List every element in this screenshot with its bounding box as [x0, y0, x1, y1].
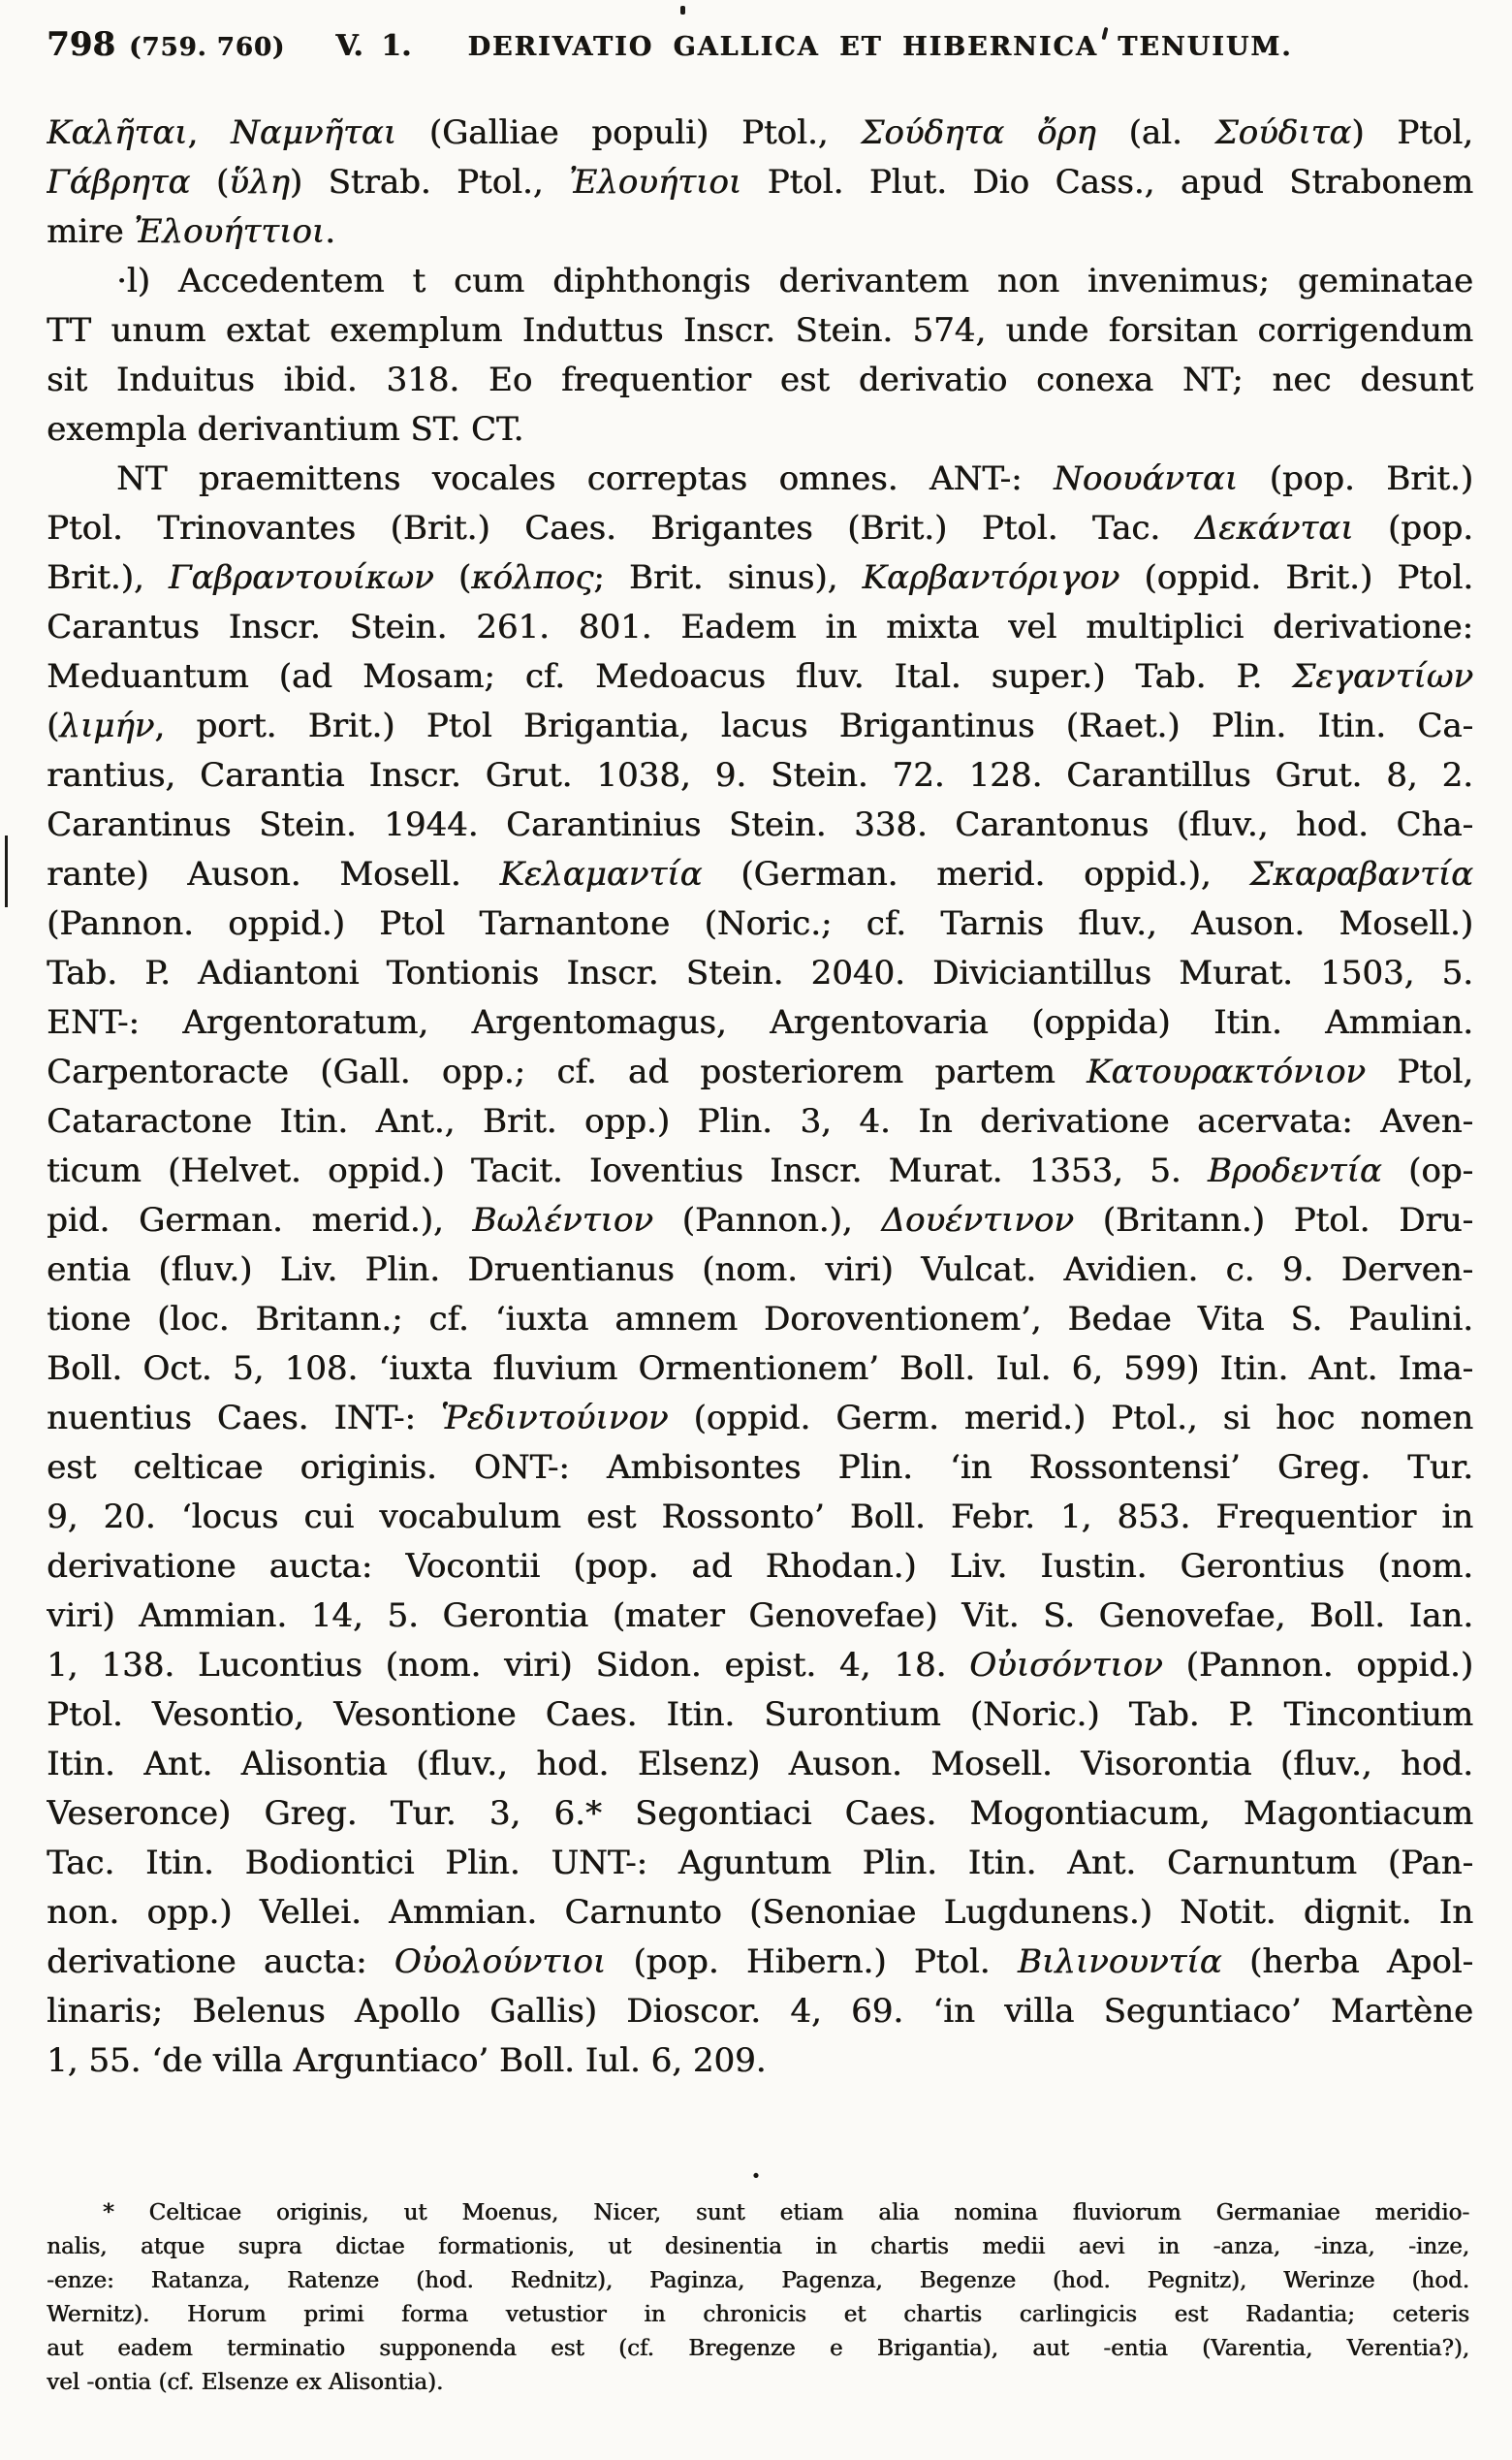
footnote	[47, 2196, 1469, 2400]
greek-text: Ἐλουήττιοι	[134, 212, 326, 251]
greek-text: λιμήν	[59, 707, 155, 745]
footnote-line: Wernitz). Horum primi forma vetustior in chronicis et chartis carlingicis est Radantia; ceteris	[47, 2302, 1469, 2327]
text-line: TT unum extat exemplum Induttus Inscr. Stein. 574, unde forsitan corrigendum	[47, 311, 1473, 350]
text-line: Veseronce) Greg. Tur. 3, 6.* Segontiaci Caes. Mogontiacum, Magontiacum	[47, 1794, 1473, 1833]
text-line: non. opp.) Vellei. Ammian. Carnunto (Senoniae Lugdunens.) Notit. dignit. In	[47, 1893, 1473, 1932]
greek-text: Δουέντινον	[881, 1201, 1074, 1240]
greek-text: Δεκάνται	[1194, 509, 1354, 548]
text-line: rante) Auson. Mosell. Κελαμαντία (German. merid. oppid.), Σκαραβαντία	[47, 855, 1473, 894]
greek-text: Καλῆται	[47, 113, 188, 152]
text-line: Γάβρητα (ὕλη) Strab. Ptol., Ἐλουήτιοι Ptol. Plut. Dio Cass., apud Strabonem	[47, 163, 1473, 202]
footnote-line: nalis, atque supra dictae formationis, ut desinentia in chartis medii aevi in -anza, -inza, -inze,	[47, 2234, 1469, 2259]
text-line: Carantus Inscr. Stein. 261. 801. Eadem in mixta vel multiplici derivatione:	[47, 608, 1473, 647]
text-line: derivatione aucta: Οὐολούντιοι (pop. Hibern.) Ptol. Βιλινουντία (herba Apol-	[47, 1942, 1473, 1981]
greek-text: Σούδητα ὄρη	[861, 113, 1096, 152]
text-line: derivatione aucta: Vocontii (pop. ad Rhodan.) Liv. Iustin. Gerontius (nom.	[47, 1547, 1473, 1586]
greek-text: Ἐλουήτιοι	[569, 163, 742, 202]
text-line: rantius, Carantia Inscr. Grut. 1038, 9. Stein. 72. 128. Carantillus Grut. 8, 2.	[47, 756, 1473, 795]
text-line: sit Induitus ibid. 318. Eo frequentior est derivatio conexa NT; nec desunt	[47, 361, 1473, 399]
text-line: linaris; Belenus Apollo Gallis) Dioscor. 4, 69. ‘in villa Seguntiaco’ Martène	[47, 1992, 1473, 2031]
greek-text: Καρβαντόριγον	[862, 558, 1120, 597]
page-number: 798	[47, 25, 115, 64]
text-line: Ptol. Vesontio, Vesontione Caes. Itin. Surontium (Noric.) Tab. P. Tincontium	[47, 1695, 1473, 1734]
footnote-line: -enze: Ratanza, Ratenze (hod. Rednitz), Paginza, Pagenza, Begenze (hod. Pegnitz), Werinze (hod.	[47, 2268, 1469, 2293]
alt-page-numbers: (759. 760)	[128, 33, 286, 62]
greek-text: Βροδεντία	[1207, 1151, 1382, 1190]
text-line: 9, 20. ‘locus cui vocabulum est Rossonto’ Boll. Febr. 1, 853. Frequentior in	[47, 1498, 1473, 1536]
greek-text: κόλπος	[471, 558, 594, 597]
footnote-line: * Celticae originis, ut Moenus, Nicer, sunt etiam alia nomina fluviorum Germaniae meridio-	[103, 2200, 1469, 2225]
running-title: DERIVATIO GALLICA ET HIBERNICA TENUIUM.	[467, 32, 1293, 62]
text-line: Brit.), Γαβραντουίκων (κόλπος; Brit. sinus), Καρβαντόριγον (oppid. Brit.) Ptol.	[47, 558, 1473, 597]
footnote-line: vel -ontia (cf. Elsenze ex Alisontia).	[47, 2370, 444, 2395]
text-line: (λιμήν, port. Brit.) Ptol Brigantia, lacus Brigantinus (Raet.) Plin. Itin. Ca-	[47, 707, 1473, 745]
text-line: (Pannon. oppid.) Ptol Tarnantone (Noric.; cf. Tarnis fluv., Auson. Mosell.)	[47, 904, 1473, 943]
greek-text: Βωλέντιον	[472, 1201, 653, 1240]
greek-text: Σκαραβαντία	[1249, 855, 1473, 894]
text-line: 1, 138. Lucontius (nom. viri) Sidon. epist. 4, 18. Οὐισόντιον (Pannon. oppid.)	[47, 1646, 1473, 1685]
greek-text: Νοουάνται	[1053, 459, 1239, 498]
text-line: Cataractone Itin. Ant., Brit. opp.) Plin. 3, 4. In derivatione acervata: Aven-	[47, 1102, 1473, 1141]
greek-text: Βιλινουντία	[1017, 1942, 1222, 1981]
greek-text: Κελαμαντία	[499, 855, 703, 894]
text-line: pid. German. merid.), Βωλέντιον (Pannon.), Δουέντινον (Britann.) Ptol. Dru-	[47, 1201, 1473, 1240]
section-divider-dot: ·	[751, 2160, 761, 2192]
footnote-line: aut eadem terminatio supponenda est (cf. Bregenze e Brigantia), aut -entia (Varentia, Verentia?),	[47, 2336, 1469, 2361]
text-line: Itin. Ant. Alisontia (fluv., hod. Elsenz) Auson. Mosell. Visorontia (fluv., hod.	[47, 1745, 1473, 1783]
greek-text: Οὐισόντιον	[969, 1646, 1163, 1685]
text-line: ·l) Accedentem t cum diphthongis derivantem non invenimus; geminatae	[116, 262, 1473, 300]
text-line: ENT-: Argentoratum, Argentomagus, Argentovaria (oppida) Itin. Ammian.	[47, 1003, 1473, 1042]
text-line: NT praemittens vocales correptas omnes. ANT-: Νοουάνται (pop. Brit.)	[116, 459, 1473, 498]
text-line: tione (loc. Britann.; cf. ‘iuxta amnem Doroventionem’, Bedae Vita S. Paulini.	[47, 1300, 1473, 1339]
text-line: mire Ἐλουήττιοι.	[47, 212, 335, 251]
text-line: Καλῆται, Ναμνῆται (Galliae populi) Ptol., Σούδητα ὄρη (al. Σούδιτα) Ptol,	[47, 113, 1473, 152]
text-line: 1, 55. ‘de villa Arguntiaco’ Boll. Iul. 6, 209.	[47, 2041, 767, 2080]
text-line: viri) Ammian. 14, 5. Gerontia (mater Genovefae) Vit. S. Genovefae, Boll. Ian.	[47, 1596, 1473, 1635]
greek-text: Ῥεδιντούινον	[440, 1399, 669, 1437]
greek-text: Γαβραντουίκων	[168, 558, 434, 597]
page-header	[47, 25, 1473, 64]
body-text	[47, 109, 1473, 2086]
text-line: entia (fluv.) Liv. Plin. Druentianus (nom. viri) Vulcat. Avidien. c. 9. Derven-	[47, 1250, 1473, 1289]
text-line: Ptol. Trinovantes (Brit.) Caes. Brigantes (Brit.) Ptol. Tac. Δεκάνται (pop.	[47, 509, 1473, 548]
text-line: est celticae originis. ONT-: Ambisontes Plin. ‘in Rossontensi’ Greg. Tur.	[47, 1448, 1473, 1487]
greek-text: Γάβρητα	[47, 163, 191, 202]
greek-text: Οὐολούντιοι	[394, 1942, 607, 1981]
greek-text: Κατουρακτόνιον	[1086, 1053, 1366, 1091]
text-line: Meduantum (ad Mosam; cf. Medoacus fluv. Ital. super.) Tab. P. Σεγαντίων	[47, 657, 1473, 696]
scan-speck-icon	[680, 6, 685, 15]
text-line: exempla derivantium ST. CT.	[47, 410, 524, 449]
greek-text: Ναμνῆται	[231, 113, 396, 152]
text-line: nuentius Caes. INT-: Ῥεδιντούινον (oppid. Germ. merid.) Ptol., si hoc nomen	[47, 1399, 1473, 1437]
greek-text: Σούδιτα	[1214, 113, 1352, 152]
volume-label: V. 1.	[335, 29, 412, 63]
greek-text: Σεγαντίων	[1292, 657, 1473, 696]
text-line: Carantinus Stein. 1944. Carantinius Stein. 338. Carantonus (fluv., hod. Cha-	[47, 805, 1473, 844]
scan-artifact-tick	[5, 836, 8, 907]
text-line: Tab. P. Adiantoni Tontionis Inscr. Stein. 2040. Diviciantillus Murat. 1503, 5.	[47, 954, 1473, 993]
text-line: ticum (Helvet. oppid.) Tacit. Ioventius Inscr. Murat. 1353, 5. Βροδεντία (op-	[47, 1151, 1473, 1190]
text-line: Carpentoracte (Gall. opp.; cf. ad posteriorem partem Κατουρακτόνιον Ptol,	[47, 1053, 1473, 1091]
greek-text: ὕλη	[229, 163, 290, 202]
text-line: Tac. Itin. Bodiontici Plin. UNT-: Aguntum Plin. Itin. Ant. Carnuntum (Pan-	[47, 1844, 1473, 1882]
text-line: Boll. Oct. 5, 108. ‘iuxta fluvium Ormentionem’ Boll. Iul. 6, 599) Itin. Ant. Ima-	[47, 1349, 1473, 1388]
